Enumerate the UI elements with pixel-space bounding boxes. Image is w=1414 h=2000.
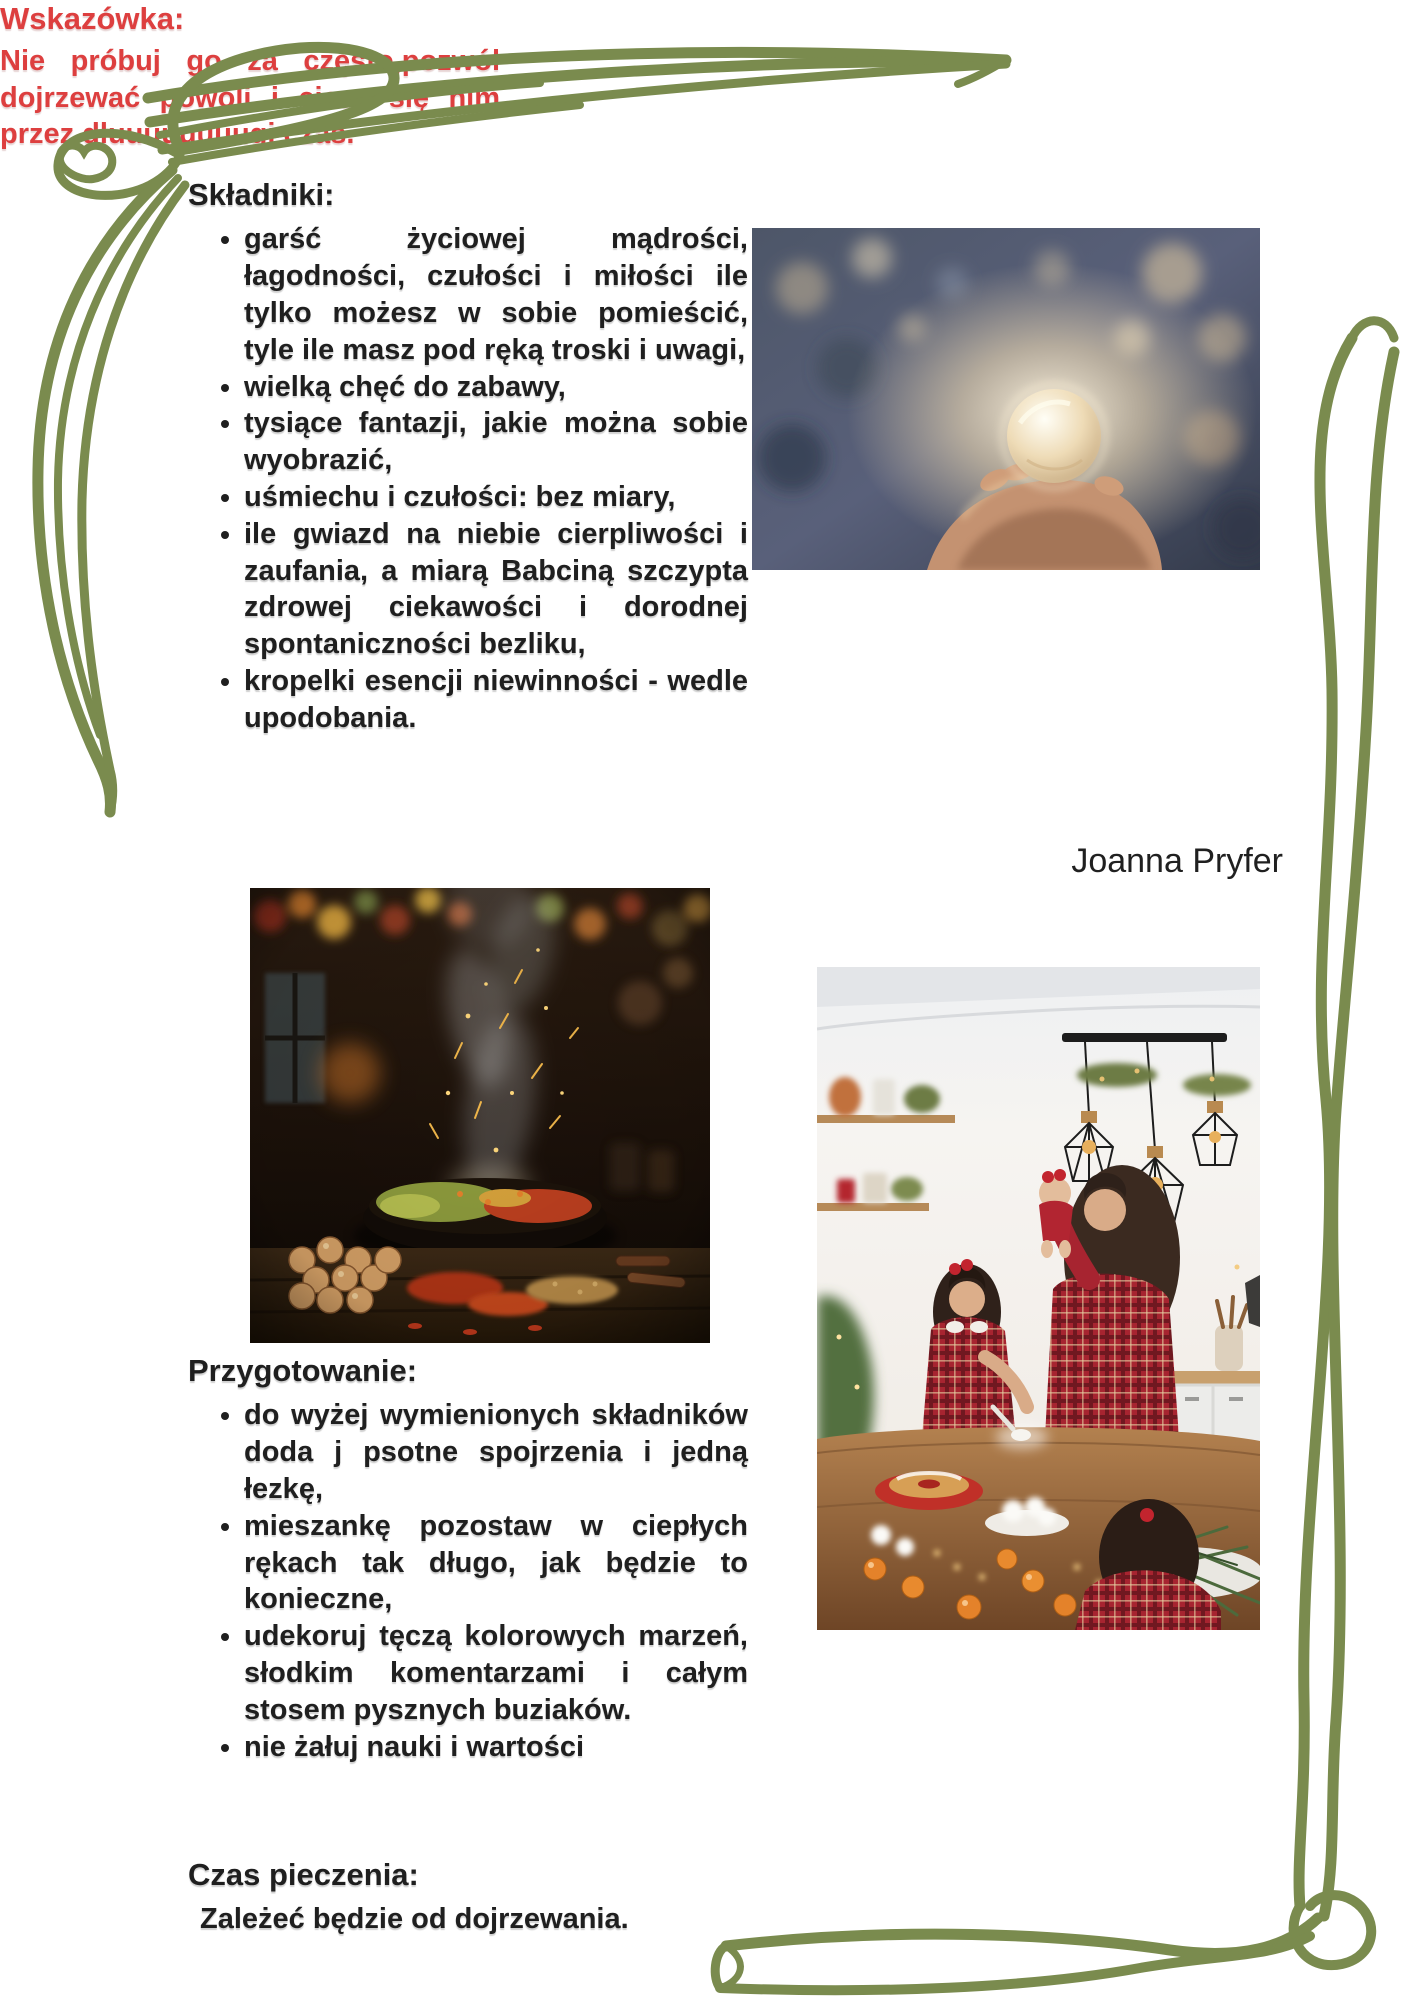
author-name: Joanna Pryfer (1071, 842, 1283, 880)
ingredient-item: • ile gwiazd na niebie cierpliwości i zaufania, a miarą Babciną szczypta zdrowej ciekawości i dorodnej spontaniczności bezliku, (244, 516, 748, 663)
preparation-heading: Przygotowanie: (188, 1353, 418, 1388)
preparation-item: • nie żałuj nauki i wartości (244, 1729, 748, 1766)
baking-time-section (188, 1856, 768, 1938)
ingredient-item: • uśmiechu i czułości: bez miary, (244, 479, 748, 516)
baking-time-body: Zależeć będzie od dojrzewania. (200, 1903, 629, 1936)
tip-body: Nie próbuj go za często,pozwól dojrzewać powoli i ciesz się nim przez dłuuuuuuuugi czas. (0, 44, 500, 151)
spice-bowl-photo (250, 888, 710, 1343)
preparation-list (188, 1397, 748, 1765)
preparation-item: • mieszankę pozostaw w ciepłych rękach tak długo, jak będzie to konieczne, (244, 1508, 748, 1618)
ingredient-item: • tysiące fantazji, jakie można sobie wyobrazić, (244, 405, 748, 479)
ingredients-list (188, 221, 748, 737)
ingredient-item: • wielką chęć do zabawy, (244, 369, 748, 406)
hand-orb-photo (752, 228, 1260, 570)
preparation-section (188, 1352, 748, 1765)
family-baking-photo (817, 967, 1260, 1630)
preparation-item: • do wyżej wymienionych składników doda j psotne spojrzenia i jedną łezkę, (244, 1397, 748, 1507)
ingredient-item: • kropelki esencji niewinności - wedle upodobania. (244, 663, 748, 737)
tip-heading: Wskazówka: (0, 1, 185, 36)
ingredients-section (188, 176, 748, 737)
preparation-item: • udekoruj tęczą kolorowych marzeń, słodkim komentarzami i całym stosem pysznych buziaków. (244, 1618, 748, 1728)
ingredient-item: • garść życiowej mądrości, łagodności, czułości i miłości ile tylko możesz w sobie pomieścić, tyle ile masz pod ręką troski i uwagi, (244, 221, 748, 368)
baking-time-heading: Czas pieczenia: (188, 1857, 419, 1892)
tip-block (0, 0, 500, 153)
ingredients-heading: Składniki: (188, 177, 335, 212)
